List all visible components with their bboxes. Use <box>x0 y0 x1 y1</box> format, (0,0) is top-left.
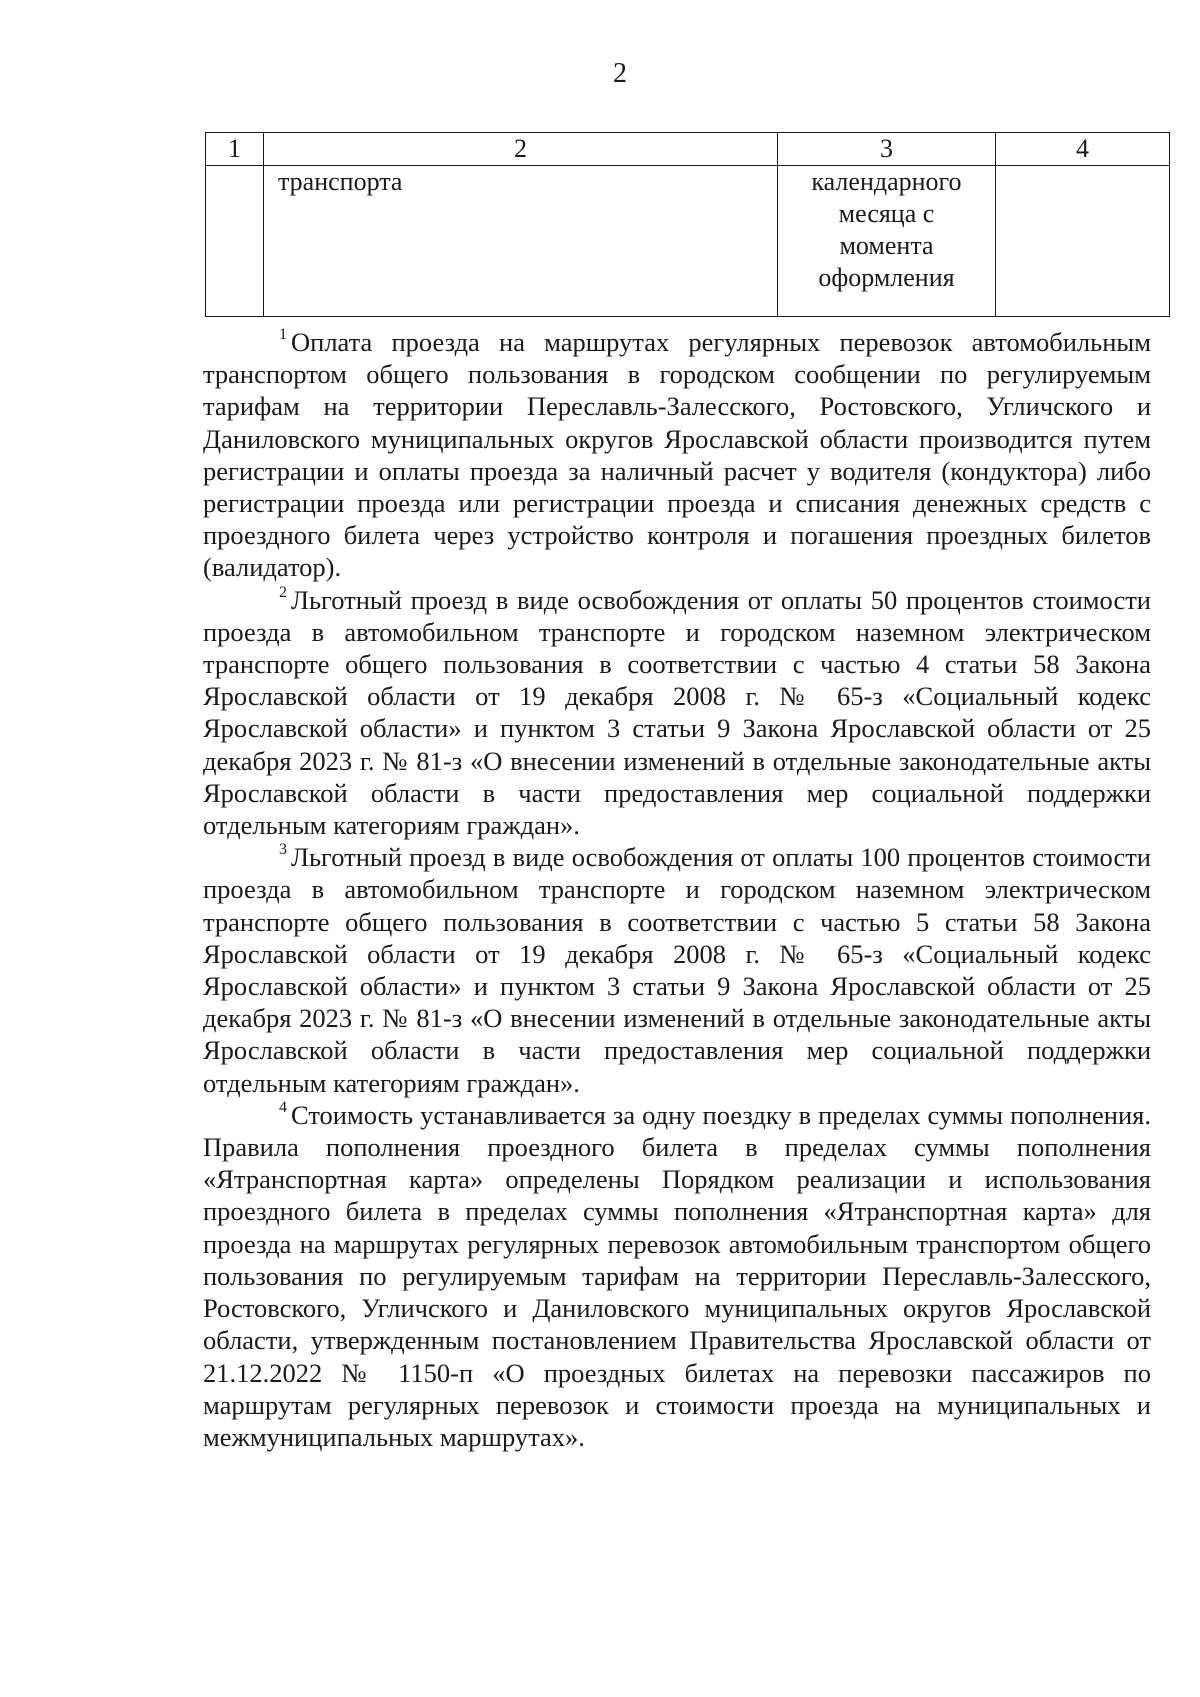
footnote-text: Льготный проезд в виде освобождения от оплаты 100 процентов стоимости проезда в автомобильном транспорте и городском наземном электрическом транспорте общего пользования в соответствии с частью 5 статьи 58 Закона Ярославской области от 19 декабря 2008 г. № 65-з «Социальный кодекс Ярославской области» и пунктом 3 статьи 9 Закона Ярославской области от 25 декабря 2023 г. № 81-з «О внесении изменений в отдельные законодательные акты Ярославской области в части предоставления мер социальной поддержки отдельным категориям граждан». <box>203 842 1151 1098</box>
table-cell-col3-line: момента <box>839 231 934 260</box>
footnote-marker: 4 <box>279 1099 287 1117</box>
footnote-text: Льготный проезд в виде освобождения от оплаты 50 процентов стоимости проезда в автомобильном транспорте и городском наземном электрическом транспорте общего пользования в соответствии с частью 4 статьи 58 Закона Ярославской области от 19 декабря 2008 г. № 65-з «Социальный кодекс Ярославской области» и пунктом 3 статьи 9 Закона Ярославской области от 25 декабря 2023 г. № 81-з «О внесении изменений в отдельные законодательные акты Ярославской области в части предоставления мер социальной поддержки отдельным категориям граждан». <box>203 584 1151 841</box>
table-header-row <box>206 133 1170 166</box>
table-cell-col1 <box>206 166 264 317</box>
column-number-1: 1 <box>206 133 264 166</box>
footnote-2 <box>203 584 1151 842</box>
column-number-2: 2 <box>264 133 778 166</box>
footnote-4 <box>203 1099 1151 1453</box>
table-cell-col3-line: оформления <box>818 263 955 292</box>
footnote-text: Стоимость устанавливается за одну поездку в пределах суммы пополнения. Правила пополнения проездного билета в пределах суммы пополнения «Ятранспортная карта» определены Порядком реализации и использования проездного билета в пределах суммы пополнения «Ятранспортная карта» для проезда на маршрутах регулярных перевозок автомобильным транспортом общего пользования по регулируемым тарифам на территории Переславль-Залесского, Ростовского, Угличского и Даниловского муниципальных округов Ярославской области, утвержденным постановлением Правительства Ярославской области от 21.12.2022 № 1150-п «О проездных билетах на перевозки пассажиров по маршрутам регулярных перевозок и стоимости проезда на муниципальных и межмуниципальных маршрутах». <box>203 1099 1151 1452</box>
footnotes-section <box>203 326 1151 1453</box>
table-row <box>206 166 1170 317</box>
footnote-3 <box>203 841 1151 1099</box>
column-number-4: 4 <box>996 133 1170 166</box>
table-cell-col4 <box>996 166 1170 317</box>
table-cell-col3-line: календарного <box>811 167 962 196</box>
table-cell-col3 <box>778 166 996 317</box>
footnote-marker: 2 <box>279 583 287 601</box>
table-cell-col3-line: месяца с <box>838 199 935 228</box>
footnote-text: Оплата проезда на маршрутах регулярных перевозок автомобильным транспортом общего пользования в городском сообщении по регулируемым тарифам на территории Переславль-Залесского, Ростовского, Угличского и Даниловского муниципальных округов Ярославской области производится путем регистрации и оплаты проезда за наличный расчет у водителя (кондуктора) либо регистрации проезда или регистрации проезда и списания денежных средств с проездного билета через устройство контроля и погашения проездных билетов (валидатор). <box>203 327 1151 583</box>
table-cell-col2: транспорта <box>264 166 778 317</box>
column-number-3: 3 <box>778 133 996 166</box>
page-number: 2 <box>613 58 627 89</box>
footnote-marker: 1 <box>279 326 287 344</box>
tariff-table-continuation <box>205 132 1170 317</box>
footnote-marker: 3 <box>279 841 287 859</box>
footnote-1 <box>203 326 1151 584</box>
